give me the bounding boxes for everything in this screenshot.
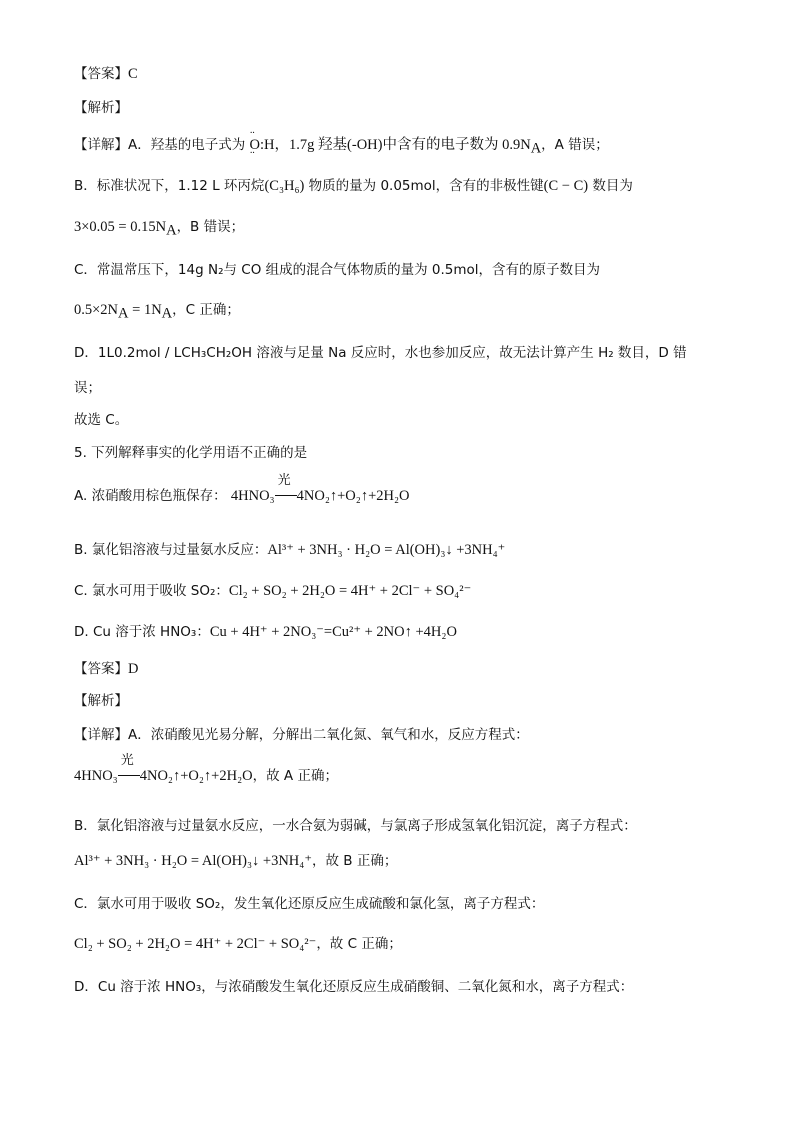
detail-a-eq-end: ，故 A 正确； xyxy=(252,768,338,784)
option-b-label: B. 氯化铝溶液与过量氨水反应： xyxy=(74,542,268,558)
light-condition xyxy=(275,473,297,506)
detail-a-text3: ，A 错误； xyxy=(541,137,609,153)
detail-b-q4 xyxy=(74,176,633,196)
answer-value: D xyxy=(128,661,139,677)
detail-c-q4: C．常温常压下，14g N₂与 CO 组成的混合气体物质的量为 0.5mol，含有的原子数目为 xyxy=(74,262,601,278)
detail-c-equation: Cl₂ + SO₂ + 2H₂O = 4H⁺ + 2Cl⁻ + SO₄²⁻ xyxy=(74,936,317,952)
detail-d2-q4: 误； xyxy=(74,380,101,396)
light-label: 光 xyxy=(120,753,134,768)
detail-c-q5: C．氯水可用于吸收 SO₂，发生氧化还原反应生成硫酸和氯化氢，离子方程式： xyxy=(74,896,545,912)
option-c-q5 xyxy=(74,581,471,601)
detail-b-equation: Al³⁺ + 3NH₃ · H₂O = Al(OH)₃↓ +3NH₄⁺ xyxy=(74,853,312,869)
option-c-equation: Cl₂ + SO₂ + 2H₂O = 4H⁺ + 2Cl⁻ + SO₄²⁻ xyxy=(228,583,472,599)
detail-a-eq-q5 xyxy=(74,753,338,786)
answer-value: C xyxy=(128,66,138,82)
option-b-q5 xyxy=(74,540,505,560)
answer-line-q4 xyxy=(74,64,138,84)
option-c-label: C. 氯水可用于吸收 SO₂： xyxy=(74,583,229,599)
cc-bond: (C − C) xyxy=(543,178,589,194)
option-d-q5 xyxy=(74,622,457,642)
detail-b-eq-end: ，故 B 正确； xyxy=(312,853,398,869)
detail-a-q4: 【详解】A．羟基的电子式为 ·· O:H ··，1.7g 羟基(-OH)中含有的电子数为 $0.9N_A$，A 错误； xyxy=(74,135,609,155)
light-label: 光 xyxy=(277,473,291,488)
detail-b-text: B．标准状况下，1.12 L 环丙烷 xyxy=(74,178,265,194)
detail-c-calc2: = 1N xyxy=(128,302,162,318)
detail-c-calc: 0.5×2N xyxy=(74,302,119,318)
option-a-label: A. 浓硝酸用棕色瓶保存： xyxy=(74,488,227,504)
detail-a-text: A．羟基的电子式为 xyxy=(128,137,246,153)
conclusion-q4: 故选 C。 xyxy=(74,412,129,428)
question-stem-q5: 5. 下列解释事实的化学用语不正确的是 xyxy=(74,445,308,461)
option-a-right: 4NO₂↑+O₂↑+2H₂O xyxy=(296,488,410,504)
option-b-equation: Al³⁺ + 3NH₃ · H₂O = Al(OH)₃↓ +3NH₄⁺ xyxy=(267,542,506,558)
detail-b-calc: 3×0.05 = 0.15N xyxy=(74,219,167,235)
detail-d-q4: D．1L0.2mol / LCH₃CH₂OH 溶液与足量 Na 反应时，水也参加反应，故无法计算产生 H₂ 数目，D 错 xyxy=(74,345,687,361)
detail-b-text2: 物质的量为 0.05mol，含有的非极性键 xyxy=(304,178,544,194)
analysis-tag-q4: 【解析】 xyxy=(74,100,128,116)
detail-a-eq-left: 4HNO₃ xyxy=(74,768,118,784)
answer-line-q5 xyxy=(74,659,138,679)
answer-tag: 【答案】 xyxy=(74,66,128,82)
detail-tag: 【详解】 xyxy=(74,137,128,153)
detail-a-text: A．浓硝酸见光易分解，分解出二氧化氮、氧气和水，反应方程式： xyxy=(128,727,529,743)
detail-a-eq-right: 4NO₂↑+O₂↑+2H₂O xyxy=(139,768,253,784)
option-a-q5 xyxy=(74,473,410,506)
cyclopropane-formula: (C₃H₆) xyxy=(264,178,305,194)
analysis-tag-q5: 【解析】 xyxy=(74,693,128,709)
detail-tag: 【详解】 xyxy=(74,727,128,743)
detail-c-eq-end: ，故 C 正确； xyxy=(316,936,402,952)
detail-b-text3: 数目为 xyxy=(588,178,633,194)
detail-a-text2: ，1.7g 羟基(-OH)中含有的电子数为 0.9N xyxy=(274,137,531,153)
detail-b-end: ，B 错误； xyxy=(176,219,245,235)
detail-b-eq-q5 xyxy=(74,851,397,871)
detail-a-q5 xyxy=(74,725,529,745)
detail-d-q5: D．Cu 溶于浓 HNO₃，与浓硝酸发生氧化还原反应生成硝酸铜、二氧化氮和水，离子方程式： xyxy=(74,979,634,995)
detail-c2-q4: $0.5\times 2N_A = 1N_A$，C 正确； xyxy=(74,302,240,322)
detail-c-end: ，C 正确； xyxy=(172,302,240,318)
option-d-label: D. Cu 溶于浓 HNO₃： xyxy=(74,624,210,640)
detail-c-eq-q5 xyxy=(74,934,402,954)
detail-b2-q4: $3\times 0.05 = 0.15N_A$，B 错误； xyxy=(74,219,245,239)
light-condition xyxy=(118,753,140,786)
hydroxyl-electron-formula: ·· O:H ·· xyxy=(250,135,275,155)
option-a-left: 4HNO₃ xyxy=(230,488,275,504)
answer-tag: 【答案】 xyxy=(74,661,128,677)
option-d-equation: Cu + 4H⁺ + 2NO₃⁻=Cu²⁺ + 2NO↑ +4H₂O xyxy=(209,624,457,640)
detail-b-q5: B．氯化铝溶液与过量氨水反应，一水合氨为弱碱，与氯离子形成氢氧化铝沉淀，离子方程式： xyxy=(74,818,637,834)
